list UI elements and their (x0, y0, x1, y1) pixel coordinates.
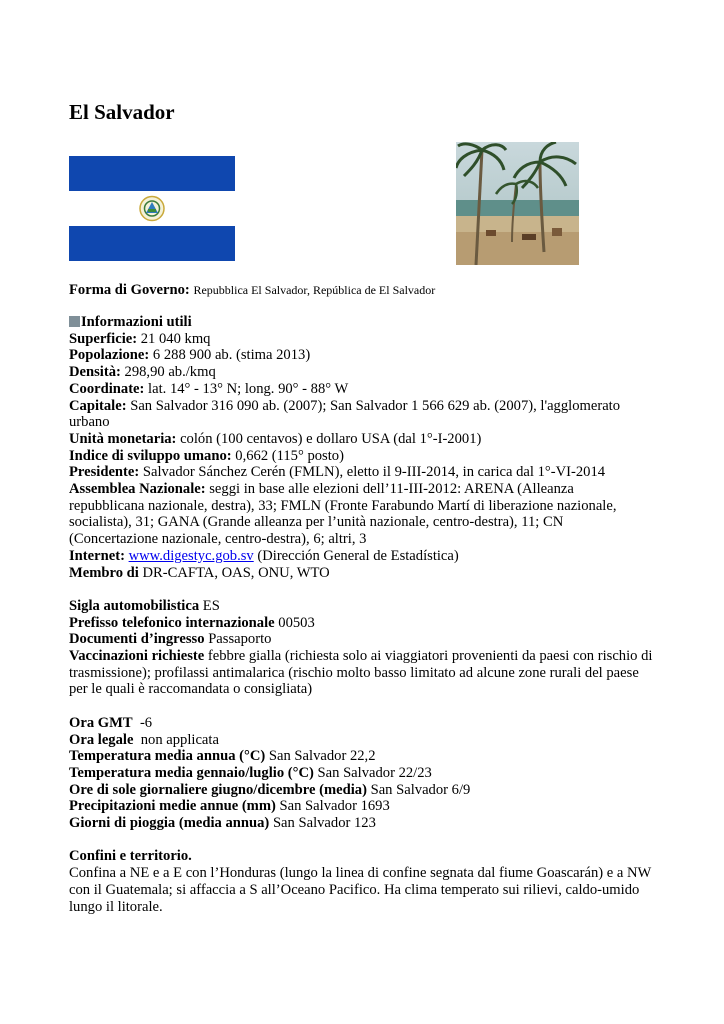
confini-heading: Confini e territorio. (69, 848, 192, 865)
pioggia-label: Giorni di pioggia (media annua) (69, 815, 270, 832)
membro-label: Membro di (69, 564, 139, 581)
presidente-label: Presidente: (69, 464, 140, 481)
capitale-label: Capitale: (69, 397, 127, 414)
vaccinazioni-row (69, 648, 659, 665)
vaccinazioni-value: febbre gialla (richiesta solo ai viaggiatori provenienti da paesi con rischio di (204, 648, 653, 665)
pioggia-row (69, 815, 659, 832)
legale-row (69, 732, 659, 749)
membro-value: DR-CAFTA, OAS, ONU, WTO (138, 564, 330, 581)
temp-annua-label: Temperatura media annua (°C) (69, 748, 266, 765)
flag-of-el-salvador-icon (69, 156, 235, 261)
forma-di-governo (69, 281, 435, 299)
info-heading: Informazioni utili (81, 314, 192, 330)
sigla-label: Sigla automobilistica (69, 597, 200, 614)
documenti-value: Passaporto (204, 631, 272, 648)
confini-heading-row (69, 848, 659, 865)
spacer (69, 698, 659, 715)
temp-genlug-row (69, 765, 659, 782)
info-heading-row (69, 314, 659, 331)
gmt-row (69, 715, 659, 732)
assemblea-label: Assemblea Nazionale: (69, 481, 206, 498)
sviluppo-value: 0,662 (115° posto) (231, 447, 344, 464)
presidente-row (69, 464, 659, 481)
popolazione-label: Popolazione: (69, 347, 150, 364)
superficie-value: 21 040 kmq (137, 330, 211, 347)
vaccinazioni-line: per le quali è raccomandata o consigliata) (69, 681, 313, 698)
sviluppo-label: Indice di sviluppo umano: (69, 447, 232, 464)
beach-photo (456, 142, 579, 265)
documenti-row (69, 631, 659, 648)
precipitazioni-label: Precipitazioni medie annue (mm) (69, 798, 276, 815)
ore-sole-row (69, 782, 659, 799)
assemblea-line: repubblicana nazionale, destra), 33; FMLN (Fronte Farabundo Martí di liberazione nazionale, (69, 497, 617, 514)
prefisso-value: 00503 (274, 614, 315, 631)
internet-value: (Dirección General de Estadística) (253, 547, 459, 564)
superficie-label: Superficie: (69, 330, 138, 347)
capitale-value: San Salvador 316 090 ab. (2007); San Salvador 1 566 629 ab. (2007), l'agglomerato (126, 397, 621, 414)
temp-genlug-value: San Salvador 22/23 (313, 764, 432, 781)
gmt-value: -6 (132, 714, 153, 731)
governo-value: Repubblica El Salvador, República de El Salvador (193, 283, 436, 297)
vaccinazioni-line: trasmissione); profilassi antimalarica (rischio molto basso limitato ad alcune zone rurali del paese (69, 664, 639, 681)
assemblea-value: seggi in base alle elezioni dell’11-III-2012: ARENA (Alleanza (205, 481, 574, 498)
documenti-label: Documenti d’ingresso (69, 631, 205, 648)
temp-annua-row (69, 748, 659, 765)
densita-value: 298,90 ab./kmq (120, 364, 216, 381)
pioggia-value: San Salvador 123 (269, 815, 376, 832)
assemblea-row (69, 481, 659, 498)
precipitazioni-row (69, 798, 659, 815)
sigla-row (69, 598, 659, 615)
internet-label: Internet: (69, 547, 125, 564)
confini-line: Confina a NE e a E con l’Honduras (lungo la linea di confine segnata dal fiume Goascarán) e a NW (69, 865, 652, 882)
coordinate-value: lat. 14° - 13° N; long. 90° - 88° W (144, 380, 349, 397)
legale-label: Ora legale (69, 731, 134, 748)
presidente-value: Salvador Sánchez Cerén (FMLN), eletto il 9-III-2014, in carica dal 1°-VI-2014 (139, 464, 606, 481)
legale-value: non applicata (133, 731, 219, 748)
internet-row (69, 548, 659, 565)
assemblea-line: (Concertazione nazionale, centro-destra), 6; altri, 3 (69, 531, 367, 548)
assemblea-line: socialista), 31; GANA (Grande alleanza per l’unità nazionale, centro-destra), 11; CN (69, 514, 564, 531)
capitale-row (69, 398, 659, 415)
page-title: El Salvador (69, 100, 175, 124)
prefisso-label: Prefisso telefonico internazionale (69, 614, 275, 631)
prefisso-row (69, 615, 659, 632)
spacer (69, 581, 659, 598)
moneta-row (69, 431, 659, 448)
capitale-continuation: urbano (69, 414, 110, 431)
confini-line: con il Guatemala; si affaccia a S all’Oceano Pacifico. Ha clima temperato sui rilievi, caldo-umido (69, 881, 640, 898)
info-content (69, 314, 659, 915)
densita-row (69, 364, 659, 381)
densita-label: Densità: (69, 364, 121, 381)
sviluppo-row (69, 448, 659, 465)
gmt-label: Ora GMT (69, 714, 133, 731)
square-bullet-icon (69, 316, 80, 327)
coordinate-label: Coordinate: (69, 380, 145, 397)
sigla-value: ES (199, 597, 220, 614)
precipitazioni-value: San Salvador 1693 (275, 798, 390, 815)
popolazione-row (69, 347, 659, 364)
beach-with-palm-trees-icon (456, 142, 579, 265)
popolazione-value: 6 288 900 ab. (stima 2013) (149, 347, 311, 364)
flag-image (69, 156, 235, 261)
confini-line: lungo il litorale. (69, 898, 163, 915)
coordinate-row (69, 381, 659, 398)
membro-row (69, 565, 659, 582)
ore-sole-value: San Salvador 6/9 (366, 781, 471, 798)
temp-annua-value: San Salvador 22,2 (265, 748, 376, 765)
moneta-label: Unità monetaria: (69, 430, 177, 447)
vaccinazioni-label: Vaccinazioni richieste (69, 648, 205, 665)
governo-label: Forma di Governo: (69, 282, 190, 298)
ore-sole-label: Ore di sole giornaliere giugno/dicembre (media) (69, 781, 367, 798)
spacer (69, 832, 659, 849)
temp-genlug-label: Temperatura media gennaio/luglio (°C) (69, 764, 314, 781)
superficie-row (69, 331, 659, 348)
digestyc-link[interactable]: www.digestyc.gob.sv (128, 547, 254, 564)
moneta-value: colón (100 centavos) e dollaro USA (dal 1°-I-2001) (176, 430, 482, 447)
